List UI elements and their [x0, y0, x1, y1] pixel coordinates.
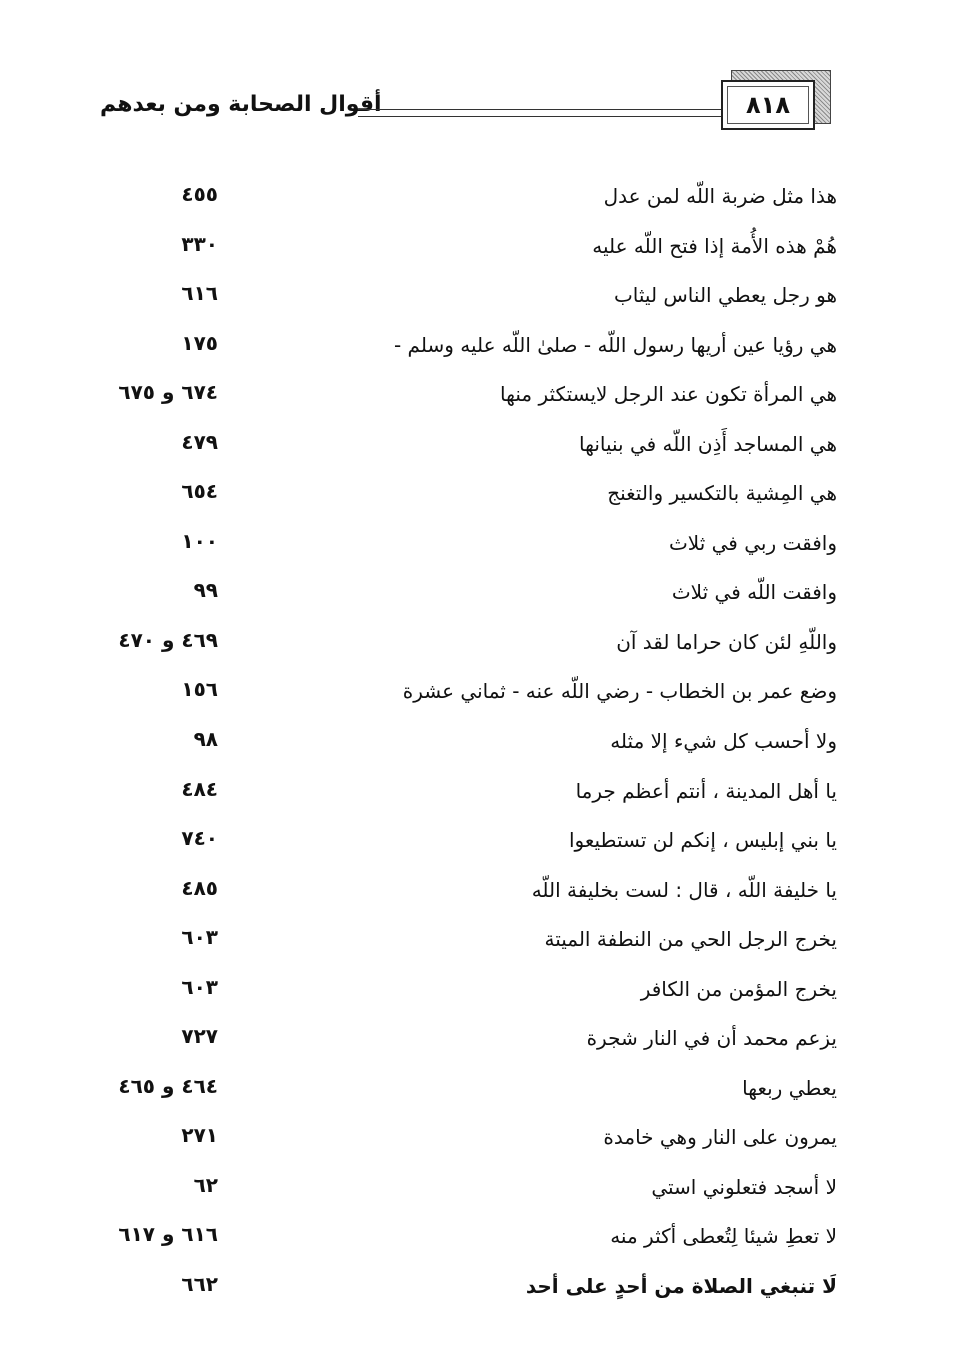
entry-text: هذا مثل ضربة اللّه لمن عدل [603, 184, 837, 208]
entry-page-ref: ١٥٦ [181, 677, 218, 702]
page-number-box [721, 80, 815, 130]
entry-page-ref: ٤٦٤ و ٤٦٥ [118, 1073, 218, 1098]
entry-page-ref: ١٠٠ [181, 528, 218, 553]
index-list [0, 174, 955, 1314]
entry-page-ref: ٩٨ [193, 727, 218, 752]
entry-text: يا أهل المدينة ، أنتم أعظم جرما [575, 778, 837, 803]
entry-page-ref: ٦٢ [193, 1172, 218, 1197]
entry-text: وافقت ربي في ثلاث [668, 530, 837, 555]
index-entry [0, 1016, 955, 1066]
entry-page-ref: ٤٨٤ [181, 776, 218, 801]
page-number: ٨١٨ [746, 91, 790, 119]
entry-text: وضع عمر بن الخطاب - رضي اللّه عنه - ثماني عشرة [402, 679, 837, 704]
entry-text: يا خليفة اللّه ، قال : لست بخليفة اللّه [531, 877, 837, 902]
index-entry [0, 224, 955, 274]
index-entry [0, 967, 955, 1017]
entry-text: هي المِشية بالتكسير والتغنج [607, 481, 837, 506]
index-entry [0, 620, 955, 670]
index-entry [0, 1214, 955, 1264]
entry-text: يمرون على النار وهي خامدة [603, 1125, 837, 1150]
entry-text: يخرج المؤمن من الكافر [640, 976, 837, 1001]
entry-page-ref: ١٧٥ [181, 330, 218, 355]
entry-page-ref: ٦٠٣ [181, 974, 218, 999]
entry-page-ref: ٩٩ [193, 578, 218, 603]
index-entry [0, 868, 955, 918]
entry-text: لا أسجد فتعلوني استي [651, 1174, 837, 1199]
entry-page-ref: ٢٧١ [181, 1123, 218, 1148]
entry-page-ref: ٦١٦ و ٦١٧ [118, 1222, 218, 1247]
entry-text: لا تعطِ شيئا لِتُعطى أكثر منه [610, 1224, 837, 1249]
index-entry [0, 1165, 955, 1215]
index-entry [0, 372, 955, 422]
entry-text: هي رؤيا عين أريها رسول اللّه - صلىٰ اللّه عليه وسلم - [393, 332, 837, 357]
index-entry [0, 422, 955, 472]
entry-page-ref: ٤٦٩ و ٤٧٠ [118, 627, 218, 652]
entry-page-ref: ٤٧٩ [181, 429, 218, 454]
index-entry [0, 1066, 955, 1116]
index-entry [0, 1264, 955, 1314]
entry-page-ref: ٧٢٧ [181, 1024, 218, 1049]
header-rule-bottom [358, 116, 724, 117]
entry-text: يعطي ربعها [742, 1075, 837, 1100]
index-entry [0, 769, 955, 819]
page-header [0, 0, 955, 160]
entry-page-ref: ٣٣٠ [181, 231, 218, 256]
entry-page-ref: ٤٨٥ [181, 875, 218, 900]
entry-page-ref: ٦٦٢ [181, 1272, 218, 1297]
entry-page-ref: ٦٠٣ [181, 925, 218, 950]
index-entry [0, 1115, 955, 1165]
index-entry [0, 818, 955, 868]
entry-text: ولا أحسب كل شيء إلا مثله [610, 729, 837, 754]
entry-text: لَا تنبغي الصلاة من أحدٍ على أحد [525, 1274, 837, 1299]
index-entry [0, 669, 955, 719]
header-rule-top [358, 109, 724, 110]
index-entry [0, 471, 955, 521]
entry-text: هُمْ هذه الأُمة إذا فتح اللّه عليه [592, 233, 837, 258]
section-title: أقوال الصحابة ومن بعدهم [100, 92, 382, 117]
index-entry [0, 174, 955, 224]
entry-text: يزعم محمد أن في النار شجرة [586, 1026, 837, 1051]
entry-text: هي المرأة تكون عند الرجل لايستكثر منها [500, 382, 837, 407]
index-entry [0, 323, 955, 373]
entry-page-ref: ٧٤٠ [181, 826, 218, 851]
entry-page-ref: ٦٧٤ و ٦٧٥ [118, 380, 218, 405]
entry-text: هو رجل يعطي الناس ليثاب [613, 283, 837, 308]
entry-text: هي المساجد أَذِن اللّه في بنيانها [579, 431, 837, 456]
index-entry [0, 273, 955, 323]
entry-text: يخرج الرجل الحي من النطفة الميتة [544, 927, 837, 952]
entry-page-ref: ٤٥٥ [181, 182, 218, 206]
entry-page-ref: ٦١٦ [181, 281, 218, 306]
entry-text: يا بني إبليس ، إنكم لن تستطيعوا [568, 828, 837, 853]
index-entry [0, 570, 955, 620]
entry-text: واللّهِ لئن كان حراما لقد آن [616, 629, 837, 654]
index-entry [0, 719, 955, 769]
entry-text: وافقت اللّه في ثلاث [671, 580, 837, 605]
index-entry [0, 521, 955, 571]
index-entry [0, 917, 955, 967]
entry-page-ref: ٦٥٤ [181, 479, 218, 504]
